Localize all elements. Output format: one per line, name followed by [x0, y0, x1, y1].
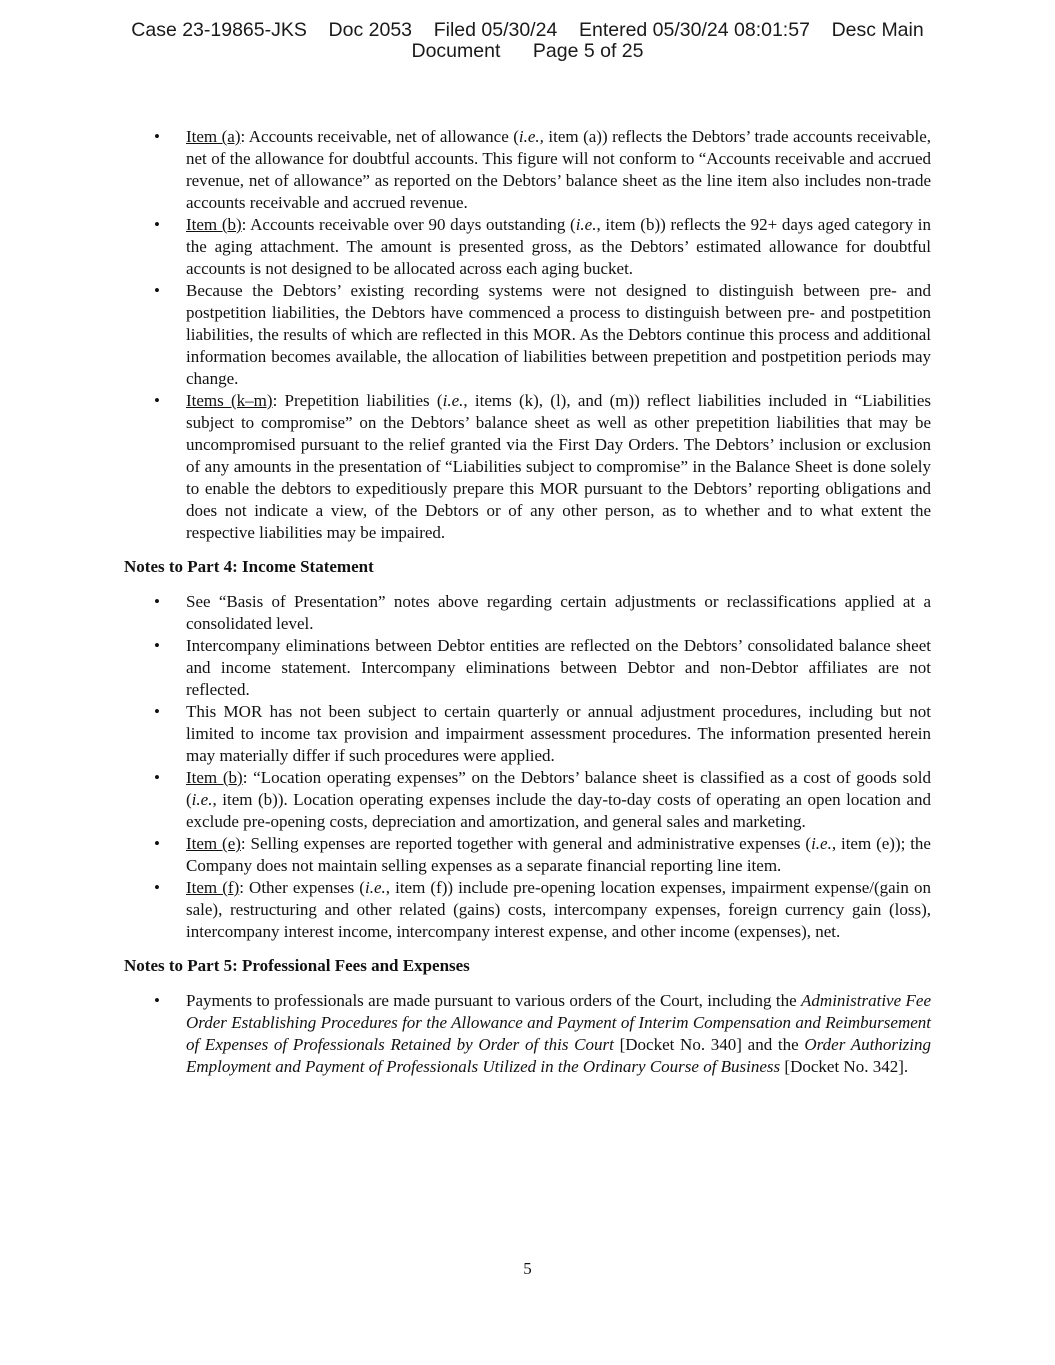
list-item-text: : Accounts receivable over 90 days outstanding (	[241, 215, 576, 234]
document-label: Document	[411, 40, 501, 62]
item-label: Items (k–m)	[186, 391, 273, 410]
case-number: Case 23-19865-JKS	[131, 19, 307, 41]
list-item-text: : “Location operating expenses” on the Debtors’ balance sheet is classified as a cost of goods sold (	[186, 768, 931, 809]
list-item-text: item (a)) reflects the Debtors’ trade accounts receivable, net of the allowance for doubtful accounts. This figure will not conform to “Accounts receivable and accrued revenue, net of allowance” as reported on the Debtors’ balance sheet as the line item also includes non-trade accounts receivable and accrued revenue.	[186, 127, 931, 212]
list-item	[124, 833, 931, 877]
list-item-text: : Selling expenses are reported together with general and administrative expenses (	[240, 834, 812, 853]
page-number: 5	[523, 1259, 532, 1278]
list-item	[124, 701, 931, 767]
list-item-text: , item (b)). Location operating expenses include the day-to-day costs of operating an open location and exclude pre-opening costs, depreciation and amortization, and general sales and marketing.	[186, 790, 931, 831]
list-item	[124, 877, 931, 943]
list-item-text: Intercompany eliminations between Debtor entities are reflected on the Debtors’ consolidated balance sheet and income statement. Intercompany eliminations between Debtor and non-Debtor affiliates are not reflected.	[186, 636, 931, 699]
header-line-2	[0, 41, 1055, 62]
list-item	[124, 214, 931, 280]
item-label: Item (a)	[186, 127, 241, 146]
page-indicator: Page 5 of 25	[532, 40, 644, 62]
list-item-text: , items (k), (l), and (m)) reflect liabilities included in “Liabilities subject to compromise” on the Debtors’ balance sheet as well as other prepetition liabilities that may be uncompromised pursuant to the relief granted via the First Day Orders. The Debtors’ inclusion or exclusion of any amounts in the presentation of “Liabilities subject to compromise” in the Balance Sheet is done solely to enable the debtors to expeditiously prepare this MOR pursuant to the Debtors’ reporting obligations and does not indicate a view, of the Debtors or of any other person, as to whether and to what extent the respective liabilities may be impaired.	[186, 391, 931, 542]
list-item-text: : Accounts receivable, net of allowance (	[240, 127, 519, 146]
list-item	[124, 990, 931, 1078]
part5-notes-list	[124, 990, 931, 1078]
list-item-italic: i.e.	[442, 391, 464, 410]
desc-label: Desc Main	[831, 19, 924, 41]
list-item	[124, 635, 931, 701]
list-item-italic: i.e.,	[518, 127, 544, 146]
part4-notes-list	[124, 591, 931, 943]
order-title-italic: Order Authorizing Employment and Payment of Professionals Utilized in the Ordinary Course of Business	[186, 1035, 932, 1076]
list-item	[124, 280, 931, 390]
filed-date: Filed 05/30/24	[433, 19, 558, 41]
list-item-text: , item (b)) reflects the 92+ days aged category in the aging attachment. The amount is presented gross, as the Debtors’ estimated allowance for doubtful accounts is not designed to be allocated across each aging bucket.	[186, 215, 931, 278]
document-body	[124, 126, 931, 1078]
entered-date: Entered 05/30/24 08:01:57	[578, 19, 810, 41]
list-item-italic: i.e.	[364, 878, 386, 897]
item-label: Item (f)	[186, 878, 240, 897]
list-item-text: Payments to professionals are made pursuant to various orders of the Court, including the	[186, 991, 802, 1010]
part4-heading: Notes to Part 4: Income Statement	[124, 557, 374, 576]
order-title-italic: Administrative Fee Order Establishing Procedures for the Allowance and Payment of Interim Compensation and Reimbursement of Expenses of Professionals Retained by Order of this Court	[186, 991, 931, 1054]
list-item-text: Because the Debtors’ existing recording systems were not designed to distinguish between pre- and postpetition liabilities, the Debtors have commenced a process to distinguish between pre- and postpetition liabilities, the results of which are reflected in this MOR. As the Debtors continue this process and additional information becomes available, the allocation of liabilities between prepetition and postpetition periods may change.	[186, 281, 931, 388]
list-item-text: [Docket No. 342].	[780, 1057, 909, 1076]
item-label: Item (e)	[186, 834, 241, 853]
list-item-text: , item (f)) include pre-opening location expenses, impairment expense/(gain on sale), restructuring and other related (gains) costs, intercompany expenses, foreign currency gain (loss), intercompany interest income, intercompany interest expense, and other income (expenses), net.	[186, 878, 931, 941]
item-label: Item (b)	[186, 215, 242, 234]
list-item-text: : Other expenses (	[239, 878, 365, 897]
list-item	[124, 767, 931, 833]
court-filing-header	[0, 20, 1055, 62]
list-item-text: This MOR has not been subject to certain quarterly or annual adjustment procedures, including but not limited to income tax provision and impairment assessment procedures. The information presented herein may materially differ if such procedures were applied.	[186, 702, 931, 765]
list-item-italic: i.e.	[191, 790, 213, 809]
part3-notes-list	[124, 126, 931, 544]
list-item-text: : Prepetition liabilities (	[272, 391, 443, 410]
header-line-1	[0, 20, 1055, 41]
list-item	[124, 591, 931, 635]
item-label: Item (b)	[186, 768, 243, 787]
list-item-italic: i.e.	[575, 215, 597, 234]
list-item-text: [Docket No. 340] and the	[613, 1035, 805, 1054]
list-item-text: See “Basis of Presentation” notes above regarding certain adjustments or reclassifications applied at a consolidated level.	[186, 592, 931, 633]
list-item	[124, 390, 931, 544]
doc-number: Doc 2053	[328, 19, 413, 41]
part5-heading: Notes to Part 5: Professional Fees and Expenses	[124, 956, 470, 975]
list-item-text: , item (e)); the Company does not maintain selling expenses as a separate financial reporting line item.	[186, 834, 931, 875]
list-item	[124, 126, 931, 214]
list-item-italic: i.e.	[811, 834, 832, 853]
